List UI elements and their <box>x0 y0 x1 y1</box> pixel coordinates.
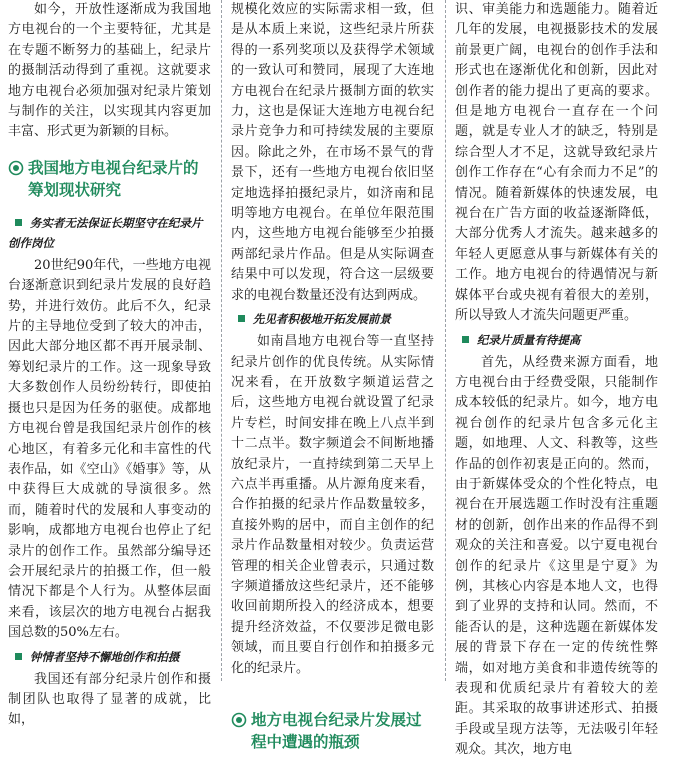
square-bullet-icon <box>15 219 22 226</box>
subheading <box>8 213 211 253</box>
section-heading <box>8 157 211 201</box>
article-column-1 <box>8 0 211 728</box>
square-bullet-icon <box>15 653 22 660</box>
section-heading-text: 我国地方电视台纪录片的筹划现状研究 <box>28 158 199 199</box>
square-bullet-icon <box>462 336 469 343</box>
subheading-text: 务实者无法保证长期坚守在纪录片创作岗位 <box>8 215 203 250</box>
subheading-text: 先见者积极地开拓发展前景 <box>252 312 391 327</box>
paragraph: 首先，从经费来源方面看，地方电视台由于经费受限，只能制作成本较低的纪录片。如今，地方电视台创作的纪录片包含多元化主题，如地理、人文、科教等，这些作品的创作初衷是正向的。然而，由于新媒体受众的个性化特点，电视台在开展选题工作时没有注重题材的创新，创作出来的作品得不到观众的关注和喜爱。以宁夏电视台创作的纪录片《这里是宁夏》为例，其核心内容是本地人文，也得到了业界的支持和认同。然而，不能否认的是，这种选题在新媒体发展的背景下存在一定的传统性弊端，如对地方美食和非遗传统等的表现和优质纪录片有着较大的差距。其采取的故事讲述形式、拍摄手段或呈现方法等，无法吸引年轻观众。其次，地方电 <box>455 354 658 758</box>
column-divider <box>221 0 222 681</box>
paragraph: 我国还有部分纪录片创作和摄制团队也取得了显著的成就，比如， <box>8 671 211 728</box>
subheading-text: 纪录片质量有待提高 <box>476 332 581 347</box>
paragraph: 如南昌地方电视台等一直坚持纪录片创作的优良传统。从实际情况来看，在开放数字频道运营之后，这些地方电视台就设置了纪录片专栏，时间安排在晚上八点半到十二点半。数字频道会不间断地播放纪录片，一直持续到第二天早上六点半再重播。从片源角度来看，合作拍摄的纪录片作品数量较多，直接外购的居中，而自主创作的纪录片作品数量相对较少。负责运营管理的相关企业曾表示，只通过数字频道播放这些纪录片，还不能够收回前期所投入的经济成本，想要提升经济效益，不仅要涉足微电影领域，而且要自行创作和拍摄多元化的纪录片。 <box>231 334 434 676</box>
section-bullet-icon <box>8 160 24 176</box>
square-bullet-icon <box>238 315 245 322</box>
paragraph: 20世纪90年代，一些地方电视台逐渐意识到纪录片发展的良好趋势，并进行效仿。此后不久，纪录片的主导地位受到了较大的冲击，因此大部分地区都不再开展录制、筹划纪录片的工作。这一现象导致大多数创作人员纷纷转行，即使拍摄也只是因为任务的驱使。成都地方电视台曾是我国纪录片创作的核心地区，有着多元化和丰富性的代表作品，如《空山》《婚事》等，从中获得巨大成就的导演很多。然而，随着时代的发展和人事变动的影响，成都地方电视台也停止了纪录片的创作工作。虽然部分编导还会开展纪录片的拍摄工作，但一般情况下都是个人行为。从整体层面来看，该层次的地方电视台占据我国总数的50%左右。 <box>8 257 211 641</box>
article-column-2 <box>231 0 434 751</box>
section-heading <box>231 709 434 753</box>
paragraph: 识、审美能力和选题能力。随着近几年的发展，电视摄影技术的发展前景更广阔，电视台的创作手法和形式也在逐渐优化和创新，因此对创作者的能力提出了更高的要求。但是地方电视台一直存在一个问题，就是专业人才的缺乏，特别是综合型人才不足，这就导致纪录片创作工作存在“心有余而力不足”的情况。随着新媒体的快速发展，电视台在广告方面的收益逐渐降低，大部分优秀人才流失。越来越多的年轻人更愿意从事与新媒体有关的工作。地方电视台的待遇情况与新媒体平台或央视有着很大的差别，所以导致人才流失问题更严重。 <box>455 2 658 324</box>
column-divider <box>445 0 446 681</box>
subheading <box>231 309 434 329</box>
subheading-text: 钟情者坚持不懈地创作和拍摄 <box>29 649 180 664</box>
section-bullet-icon <box>231 712 247 728</box>
article-column-3 <box>455 0 658 758</box>
subheading <box>8 647 211 667</box>
section-heading-text: 地方电视台纪录片发展过程中遭遇的瓶颈 <box>251 711 422 751</box>
subheading <box>455 330 658 350</box>
paragraph: 如今，开放性逐渐成为我国地方电视台的一个主要特征，尤其是在专题不断努力的基础上，纪录片的摄制活动得到了重视。这就要求地方电视台必须加强对纪录片策划与制作的关注，以实现其内容更加丰富、形式更为新颖的目标。 <box>8 2 211 140</box>
paragraph: 规模化效应的实际需求相一致，但是从本质上来说，这些纪录片所获得的一系列奖项以及获得学术领域的一致认可和赞同，展现了大连地方电视台在纪录片摄制方面的软实力，这也是保证大连地方电视台纪录片竞争力和可持续发展的主要原因。除此之外，在市场不景气的背景下，还有一些地方电视台依旧坚定地选择拍摄纪录片，如济南和昆明等地方电视台。在单位年限范围内，这些地方电视台能够至少拍摄两部纪录片作品。但是从实际调查结果中可以发现，符合这一层级要求的电视台数量还没有达到两成。 <box>231 2 434 303</box>
